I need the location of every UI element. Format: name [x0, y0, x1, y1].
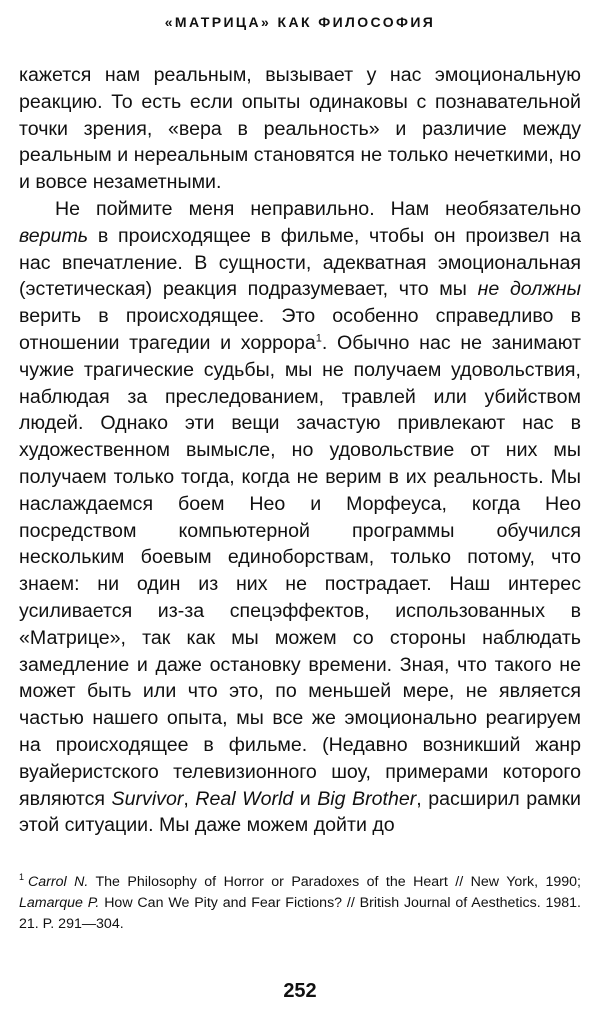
paragraph-2: [19, 196, 581, 839]
show-title-real-world: Real World: [195, 787, 294, 810]
show-title-big-brother: Big Brother: [317, 787, 417, 810]
footnote-mark: 1: [19, 872, 25, 883]
paragraph-1: кажется нам реальным, вызывает у нас эмоциональную реакцию. То есть если опыты одинаковы с познавательной точки зрения, «вера в реальность» и различие между реальным и нереальным становятся не только нечеткими, но и вовсе незаметными.: [19, 64, 581, 194]
footnote: [19, 872, 581, 935]
p2-text-2: в происходящее в фильме, чтобы он произвел на нас впечатление. В сущности, адекватная эмоциональная (эстетическая) реакция подразумевает, что мы: [19, 224, 581, 301]
show-title-survivor: Survivor: [111, 787, 184, 810]
emphasis-ne-dolzhny: не должны: [477, 278, 581, 301]
p2-text-7: , расширил рамки этой ситуации. Мы даже можем дойти до: [19, 787, 581, 837]
p2-text-4: . Обычно нас не занимают чужие трагические судьбы, мы не получаем удовольствия, наблюдая за преследованием, травлей или убийством людей. Однако эти вещи зачастую привлекают нас в художественном вымысле, но удовольствие от них мы получаем только тогда, когда не верим в их реальность. Мы наслаждаемся боем Нео и Морфеуса, когда Нео посредством компьютерной программы обучился нескольким боевым единоборствам, только потому, что знаем: ни один из них не пострадает. Наш интерес усиливается из-за спецэффектов, использованных в «Матрице», так как мы можем со стороны наблюдать замедление и даже остановку времени. Зная, что такого не может быть или что это, по меньшей мере, не является частью нашего опыта, мы все же эмоционально реагируем на происходящее в фильме. (Недавно возникший жанр вуайеристского телевизионного шоу, примерами которого являются: [19, 331, 581, 810]
footnote-text-1: The Philosophy of Horror or Paradoxes of the Heart // New York, 1990;: [88, 874, 581, 890]
footnote-author-1: Carrol N.: [28, 874, 89, 890]
p2-text-3: верить в происходящее. Это особенно справедливо в отношении трагедии и хоррора: [19, 305, 581, 354]
body-text: [19, 62, 581, 839]
p2-text-6: и: [293, 787, 318, 810]
footnote-reference: 1: [315, 332, 322, 345]
footnote-author-2: Lamarque P.: [19, 895, 100, 911]
emphasis-verit: верить: [19, 224, 89, 247]
p2-text-5: ,: [183, 787, 196, 810]
p2-text-1: Не поймите меня неправильно. Нам необязательно: [55, 197, 581, 220]
footnote-text-2: How Can We Pity and Fear Fictions? // British Journal of Aesthetics. 1981. 21. P. 291—304.: [19, 895, 582, 932]
page-number: 252: [283, 980, 317, 1002]
running-head: «МАТРИЦА» КАК ФИЛОСОФИЯ: [164, 14, 436, 30]
